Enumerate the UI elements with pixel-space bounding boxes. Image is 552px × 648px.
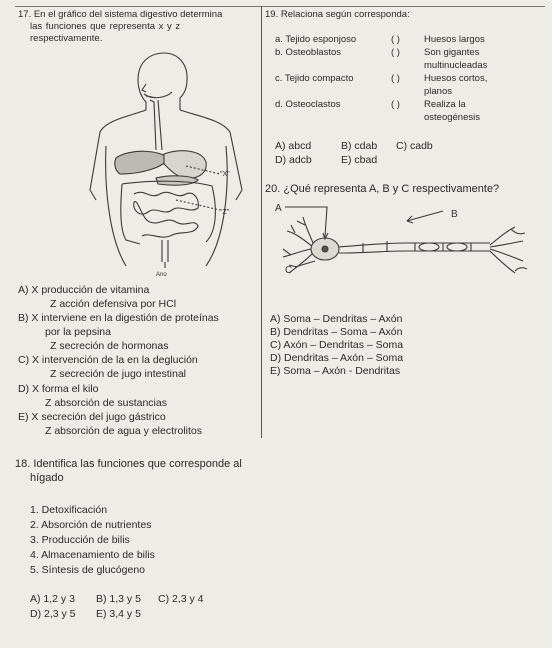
q19-right-3b: planos xyxy=(424,86,452,97)
q18-option-e: E) 3,4 y 5 xyxy=(96,608,141,620)
q17-text-line3: respectivamente. xyxy=(30,33,103,44)
figure-label-z: "Z" xyxy=(220,209,230,216)
q18-item-2: 2. Absorción de nutrientes xyxy=(30,519,152,531)
neuron-figure xyxy=(275,203,535,285)
figure-label-ano: Ano xyxy=(156,272,167,278)
q19-right-4b: osteogénesis xyxy=(424,112,480,123)
q20-option-e: E) Soma – Axón - Dendritas xyxy=(270,365,401,377)
top-divider xyxy=(15,6,545,7)
q17-option-a-line2: Z acción defensiva por HCl xyxy=(50,298,177,310)
q19-title: 19. Relaciona según corresponda: xyxy=(265,9,410,20)
q17-option-e-line2: Z absorción de agua y electrolitos xyxy=(45,425,203,437)
q18-item-5: 5. Síntesis de glucógeno xyxy=(30,564,145,576)
q18-option-b: B) 1,3 y 5 xyxy=(96,593,141,605)
q18-item-3: 3. Producción de bilis xyxy=(30,534,130,546)
q18-item-4: 4. Almacenamiento de bilis xyxy=(30,549,155,561)
q19-right-2a: Son gigantes xyxy=(424,47,480,58)
q18-text-line2: hígado xyxy=(30,472,64,484)
column-divider xyxy=(261,6,262,438)
q19-right-3a: Huesos cortos, xyxy=(424,73,488,84)
q19-right-4a: Realiza la xyxy=(424,99,466,110)
q20-title: 20. ¿Qué representa A, B y C respectivamente? xyxy=(265,183,500,195)
q19-paren-3: ( ) xyxy=(391,73,400,84)
neuron-label-a: A xyxy=(275,203,282,214)
q20-option-b: B) Dendritas – Soma – Axón xyxy=(270,326,403,338)
figure-label-x: "X" xyxy=(220,171,230,178)
q18-option-a: A) 1,2 y 3 xyxy=(30,593,75,605)
q19-right-2b: multinucleadas xyxy=(424,60,488,71)
q19-option-c: C) cadb xyxy=(396,140,433,152)
q18-text-line1: 18. Identifica las funciones que corresponde al xyxy=(15,458,242,470)
q19-right-1: Huesos largos xyxy=(424,34,485,45)
q17-option-e-line1: E) X secreción del jugo gástrico xyxy=(18,411,166,423)
q19-paren-2: ( ) xyxy=(391,47,400,58)
q19-option-b: B) cdab xyxy=(341,140,378,152)
digestive-system-figure xyxy=(80,50,260,280)
neuron-label-c: C xyxy=(285,265,293,276)
q19-left-d: d. Osteoclastos xyxy=(275,99,341,110)
q20-option-a: A) Soma – Dendritas – Axón xyxy=(270,313,403,325)
q17-option-d-line2: Z absorción de sustancias xyxy=(45,397,167,409)
q17-text-line2: las funciones que representa x y z xyxy=(30,21,181,32)
q19-paren-1: ( ) xyxy=(391,34,400,45)
q17-text-line1: 17. En el gráfico del sistema digestivo determina xyxy=(18,9,223,20)
q17-option-c-line2: Z secreción de jugo intestinal xyxy=(50,368,186,380)
q19-paren-4: ( ) xyxy=(391,99,400,110)
q19-option-e: E) cbad xyxy=(341,154,378,166)
q18-option-d: D) 2,3 y 5 xyxy=(30,608,76,620)
neuron-label-b: B xyxy=(451,209,458,220)
q17-option-d-line1: D) X forma el kilo xyxy=(18,383,99,395)
q20-option-d: D) Dendritas – Axón – Soma xyxy=(270,352,404,364)
q17-option-a-line1: A) X producción de vitamina xyxy=(18,284,150,296)
q19-option-a: A) abcd xyxy=(275,140,312,152)
q18-item-1: 1. Detoxificación xyxy=(30,504,108,516)
q19-left-a: a. Tejido esponjoso xyxy=(275,34,357,45)
q17-option-b-line1: B) X interviene en la digestión de proteínas xyxy=(18,312,219,324)
q20-option-c: C) Axón – Dendritas – Soma xyxy=(270,339,404,351)
q17-option-b-line2: por la pepsina xyxy=(45,326,111,338)
q19-option-d: D) adcb xyxy=(275,154,312,166)
q19-left-b: b. Osteoblastos xyxy=(275,47,342,58)
q18-option-c: C) 2,3 y 4 xyxy=(158,593,204,605)
q17-option-b-line3: Z secreción de hormonas xyxy=(50,340,169,352)
q17-option-c-line1: C) X intervención de la en la deglución xyxy=(18,354,198,366)
q19-left-c: c. Tejido compacto xyxy=(275,73,354,84)
